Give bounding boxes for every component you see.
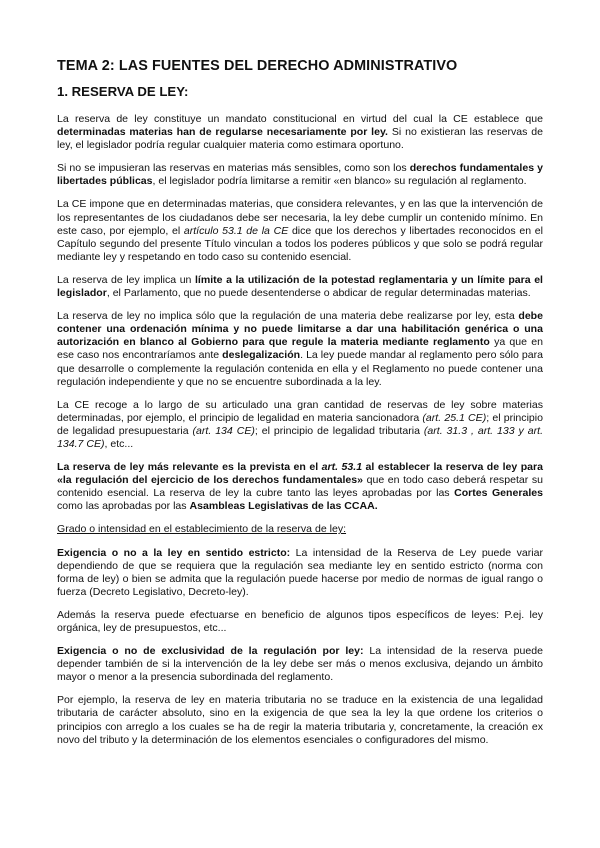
text-run: , etc... [104, 437, 134, 450]
text-run: La reserva de ley implica un [57, 273, 195, 286]
text-run: . La ley puede mandar al reglamento pero sólo para que desarrolle o complemente la regulación contenida en ella y el Reglamento no puede contener una regulación independiente y que no se encuentre subordinada a la ley. [57, 349, 543, 388]
paragraph [57, 310, 543, 389]
paragraph [57, 113, 543, 152]
text-run: que en todo caso deberá respetar su contenido esencial. La reserva de ley la cubre tanto las leyes aprobadas por las [57, 474, 543, 500]
paragraph [57, 274, 543, 300]
document-title: TEMA 2: LAS FUENTES DEL DERECHO ADMINISTRATIVO [57, 58, 458, 74]
paragraph [57, 694, 543, 746]
text-run: derechos fundamentales y libertades públicas [57, 162, 543, 188]
text-run: Exigencia o no de exclusividad de la regulación por ley: [57, 645, 364, 658]
paragraph [57, 198, 543, 263]
text-run: límite a la utilización de la potestad reglamentaria y un límite para el legislador [57, 273, 543, 300]
text-run: ; el principio de legalidad presupuestaria [57, 411, 543, 437]
paragraph [57, 399, 543, 451]
text-run: Si no se impusieran las reservas en materias más sensibles, como son los [57, 162, 410, 175]
text-run: determinadas materias han de regularse necesariamente por ley. [57, 126, 388, 139]
text-run: (art. 25.1 CE) [422, 411, 487, 424]
text-run: La intensidad de la reserva puede depender también de si la intervención de la ley debe ser más o menos exclusiva, dejando un ámbito mayor o menor a la presencia subordinada del reglamento. [57, 645, 543, 684]
text-run: debe contener una ordenación mínima y no puede limitarse a dar una habilitación genérica o una autorización en blanco al Gobierno para que regule la materia mediante reglamento [57, 310, 543, 349]
text-run: Cortes Generales [454, 487, 543, 500]
paragraph [57, 609, 543, 635]
text-run: , el Parlamento, que no puede desentenderse o abdicar de regular determinadas materias. [106, 287, 531, 300]
text-run: La reserva de ley constituye un mandato constitucional en virtud del cual la CE establece que [57, 113, 543, 125]
text-run: La CE impone que en determinadas materias, que considera relevantes, y en las que la intervención de los representantes de los ciudadanos debe ser necesaria, la ley debe cumplir un contenido mínimo. En este caso, por ejemplo, el [57, 198, 543, 237]
text-run: La reserva de ley más relevante es la prevista en el [57, 461, 322, 474]
text-run: art. 53.1 [321, 461, 363, 474]
text-run: Si no existieran las reservas de ley, el legislador podría regular cualquier materia como estimara oportuno. [57, 126, 543, 152]
text-run: deslegalización [222, 349, 301, 362]
text-run: La CE recoge a lo largo de su articulado una gran cantidad de reservas de ley sobre materias determinadas, por ejemplo, el principio de legalidad en materia sancionadora [57, 398, 543, 424]
paragraph [57, 645, 543, 684]
text-run: como las aprobadas por las [57, 500, 190, 513]
text-run: (art. 31.3 , art. 133 y art. 134.7 CE) [57, 424, 543, 450]
text-run: artículo 53.1 de la CE [183, 224, 289, 237]
text-run: al establecer la reserva de ley para «la regulación del ejercicio de los derechos fundamentales» [57, 461, 544, 487]
paragraph [57, 162, 543, 188]
paragraph [57, 547, 543, 599]
text-run: Asambleas Legislativas de las CCAA. [189, 500, 378, 513]
text-run [322, 461, 362, 473]
text-run: Además la reserva puede efectuarse en beneficio de algunos tipos específicos de leyes: P.ej. ley orgánica, ley de presupuestos, etc... [57, 608, 543, 634]
subheading: Grado o intensidad en el establecimiento de la reserva de ley: [57, 523, 347, 536]
text-run: ya que en ese caso nos encontraríamos ante [57, 336, 544, 362]
text-run: dice que los derechos y libertades reconocidos en el Capítulo segundo del presente Título vinculan a todos los poderes públicos y que solo se podrá regular mediante ley y respetando en todo caso su contenido esencial. [57, 224, 543, 263]
text-run: , el legislador podría limitarse a remitir «en blanco» su regulación al reglamento. [152, 175, 527, 188]
text-run: La reserva de ley no implica sólo que la regulación de una materia debe realizarse por ley, esta [57, 310, 519, 323]
text-run: (art. 134 CE) [192, 424, 255, 437]
text-run: Por ejemplo, la reserva de ley en materia tributaria no se traduce en la existencia de una legalidad tributaria de carácter absoluto, sino en la exigencia de que sea la ley la que ordene los criterios o principios con arreglo a los cuales se ha de regir la materia tributaria y, concretamente, la creación ex novo del tributo y la determinación de los elementos esenciales o configuradores del mismo. [57, 694, 543, 746]
text-run: ; el principio de legalidad tributaria [254, 424, 424, 437]
text-run: Exigencia o no a la ley en sentido estricto: [57, 546, 291, 559]
paragraphs-block [57, 113, 543, 513]
text-run: La intensidad de la Reserva de Ley puede variar dependiendo de que se requiera que la regulación sea mediante ley en sentido estricto (norma con forma de ley) o bien se admita que la regulación puede hacerse por medio de normas de igual rango o fuerza (Decreto Legislativo, Decreto-ley). [57, 546, 543, 598]
section-heading: 1. RESERVA DE LEY: [57, 84, 189, 99]
paragraph [57, 461, 543, 513]
paragraphs-block-2 [57, 547, 543, 747]
